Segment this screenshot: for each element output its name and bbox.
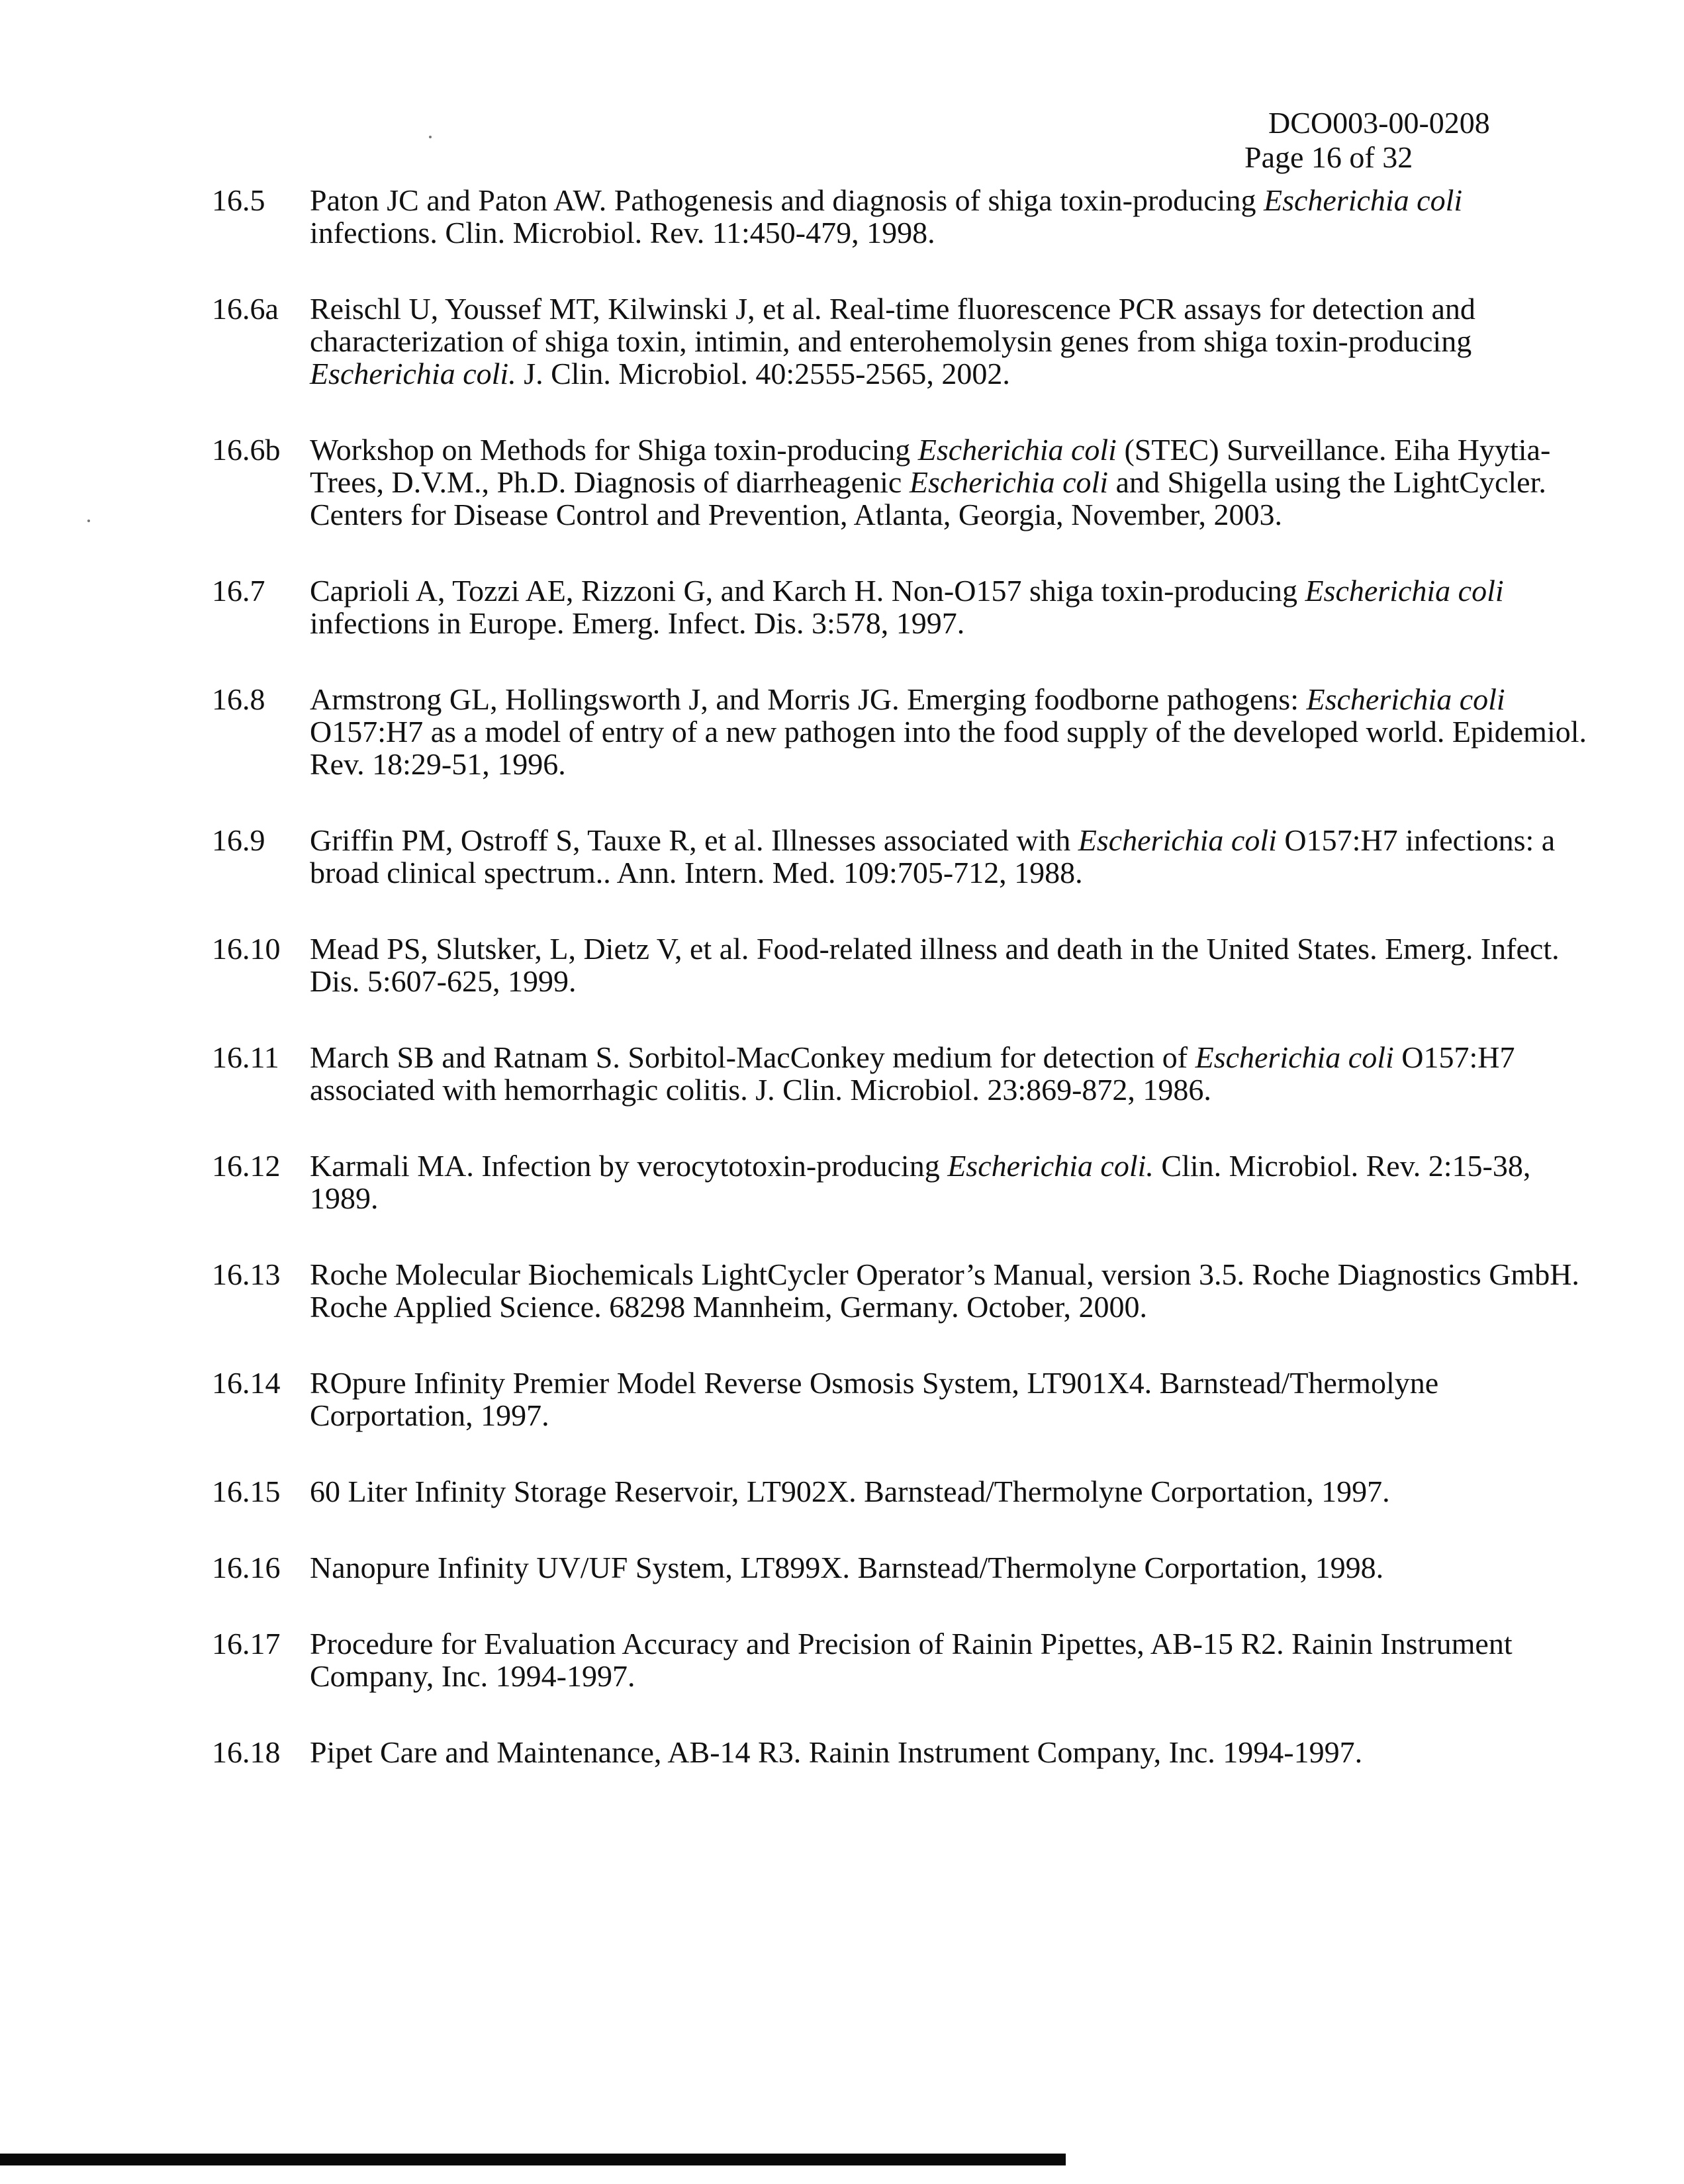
reference-number: 16.17	[212, 1627, 281, 1661]
scan-artifact-dot	[429, 136, 432, 138]
reference-item	[212, 1475, 1595, 1508]
reference-number: 16.12	[212, 1149, 281, 1183]
reference-text: Mead PS, Slutsker, L, Dietz V, et al. Food-related illness and death in the United States. Emerg. Infect. Dis. 5:607-625, 1999.	[310, 932, 1560, 998]
reference-item	[212, 1736, 1595, 1768]
reference-number: 16.11	[212, 1040, 279, 1074]
reference-number: 16.13	[212, 1257, 281, 1291]
reference-text: 60 Liter Infinity Storage Reservoir, LT902X. Barnstead/Thermolyne Corportation, 1997.	[310, 1475, 1390, 1508]
bottom-rule	[0, 2154, 1066, 2165]
reference-text: Reischl U, Youssef MT, Kilwinski J, et al. Real-time fluorescence PCR assays for detection and characterization of shiga toxin, intimin, and enterohemolysin genes from shiga toxin-producing Escherichia coli. J. Clin. Microbiol. 40:2555-2565, 2002.	[310, 292, 1475, 390]
scan-artifact-dot	[87, 520, 90, 522]
reference-list	[212, 184, 1595, 1812]
reference-item	[212, 1367, 1595, 1432]
reference-text: Armstrong GL, Hollingsworth J, and Morris JG. Emerging foodborne pathogens: Escherichia coli O157:H7 as a model of entry of a new pathogen into the food supply of the developed world. Epidemiol. Rev. 18:29-51, 1996.	[310, 682, 1587, 781]
reference-number: 16.16	[212, 1551, 281, 1584]
reference-number: 16.10	[212, 932, 281, 966]
reference-number: 16.6a	[212, 292, 279, 326]
reference-item	[212, 433, 1595, 531]
reference-text: Procedure for Evaluation Accuracy and Precision of Rainin Pipettes, AB-15 R2. Rainin Instrument Company, Inc. 1994-1997.	[310, 1627, 1513, 1693]
reference-text: Caprioli A, Tozzi AE, Rizzoni G, and Karch H. Non-O157 shiga toxin-producing Escherichia coli infections in Europe. Emerg. Infect. Dis. 3:578, 1997.	[310, 574, 1504, 640]
reference-number: 16.5	[212, 183, 265, 217]
reference-item	[212, 1627, 1595, 1692]
reference-number: 16.14	[212, 1366, 281, 1400]
reference-item	[212, 933, 1595, 997]
reference-text: Roche Molecular Biochemicals LightCycler Operator’s Manual, version 3.5. Roche Diagnostics GmbH. Roche Applied Science. 68298 Mannheim, Germany. October, 2000.	[310, 1257, 1579, 1324]
page-header	[1244, 106, 1615, 175]
reference-item	[212, 683, 1595, 780]
reference-number: 16.18	[212, 1735, 281, 1769]
reference-text: Griffin PM, Ostroff S, Tauxe R, et al. Illnesses associated with Escherichia coli O157:H7 infections: a broad clinical spectrum.. Ann. Intern. Med. 109:705-712, 1988.	[310, 823, 1556, 889]
reference-item	[212, 1041, 1595, 1106]
reference-number: 16.9	[212, 823, 265, 857]
page-number: Page 16 of 32	[1244, 140, 1413, 174]
reference-item	[212, 1551, 1595, 1584]
reference-item	[212, 824, 1595, 889]
reference-number: 16.6b	[212, 433, 281, 467]
reference-number: 16.7	[212, 574, 265, 608]
reference-text: ROpure Infinity Premier Model Reverse Osmosis System, LT901X4. Barnstead/Thermolyne Corportation, 1997.	[310, 1366, 1439, 1432]
reference-number: 16.8	[212, 682, 265, 716]
reference-text: Pipet Care and Maintenance, AB-14 R3. Rainin Instrument Company, Inc. 1994-1997.	[310, 1735, 1363, 1769]
document-id: DCO003-00-0208	[1268, 106, 1490, 140]
reference-number: 16.15	[212, 1475, 281, 1508]
reference-item	[212, 574, 1595, 639]
reference-text: Workshop on Methods for Shiga toxin-producing Escherichia coli (STEC) Surveillance. Eiha Hyytia-Trees, D.V.M., Ph.D. Diagnosis of diarrheagenic Escherichia coli and Shigella using the LightCycler. Centers for Disease Control and Prevention, Atlanta, Georgia, November, 2003.	[310, 433, 1551, 531]
reference-text: March SB and Ratnam S. Sorbitol-MacConkey medium for detection of Escherichia coli O157:H7 associated with hemorrhagic colitis. J. Clin. Microbiol. 23:869-872, 1986.	[310, 1040, 1515, 1107]
reference-item	[212, 293, 1595, 390]
reference-text: Nanopure Infinity UV/UF System, LT899X. Barnstead/Thermolyne Corportation, 1998.	[310, 1551, 1384, 1584]
reference-item	[212, 1150, 1595, 1214]
reference-text: Karmali MA. Infection by verocytotoxin-producing Escherichia coli. Clin. Microbiol. Rev. 2:15-38, 1989.	[310, 1149, 1531, 1215]
reference-item	[212, 1258, 1595, 1323]
reference-item	[212, 184, 1595, 249]
reference-text: Paton JC and Paton AW. Pathogenesis and diagnosis of shiga toxin-producing Escherichia coli infections. Clin. Microbiol. Rev. 11:450-479, 1998.	[310, 183, 1463, 250]
